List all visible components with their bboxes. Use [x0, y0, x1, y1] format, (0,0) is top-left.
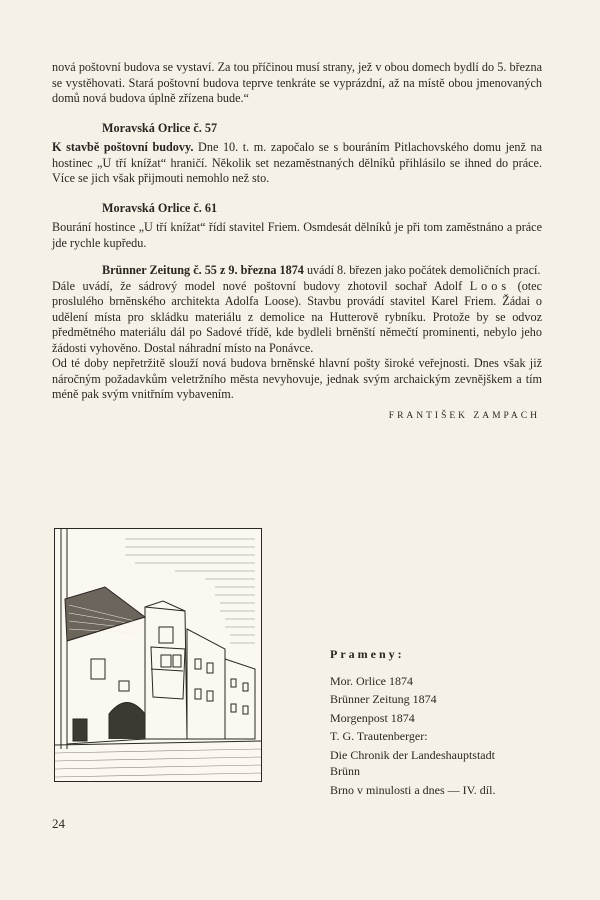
source-item: Die Chronik der Landeshauptstadt — [330, 747, 495, 762]
intro-paragraph: nová poštovní budova se vystaví. Za tou příčinou musí strany, jež v obou domech bydlí do 5. března se vystěhovati. Stará poštovní budova teprve tenkráte se vyprázdní, až na místě obou jmenovaných domů nová budova úplně zřízena bude.“ — [52, 60, 542, 105]
sources-title: Prameny: — [330, 647, 405, 661]
body-paragraph: Od té doby nepřetržitě slouží nová budova brněnské hlavní pošty široké veřejnosti. Dnes však již náročným požadavkům veletržního města nevyhovuje, jednak svým archaickým zevnějškem a tím méně pak svým vnitřním vybavením. — [52, 356, 542, 401]
source-item: Morgenpost 1874 — [330, 710, 415, 725]
section-text: Dne 10. t. m. započalo se s bouráním Pitlachovského domu jenž na hostinec „U tří knížat“ hraničí. Několik set nezaměstnaných dělníků přihlásilo se ihned do práce. Více se jich však přijmouti nemohlo než sto. — [52, 140, 542, 185]
brunner-text: uvádí 8. březen jako počátek demoličních prací. — [303, 263, 541, 277]
building-sketch — [55, 529, 261, 781]
author-signature: FRANTIŠEK ZAMPACH — [388, 410, 540, 421]
brunner-lead: Brünner Zeitung č. 55 z 9. března 1874 — [102, 263, 304, 277]
source-item: Brünner Zeitung 1874 — [330, 692, 437, 706]
article-body — [52, 60, 542, 424]
source-item: T. G. Trautenberger: — [330, 729, 428, 743]
source-item: Mor. Orlice 1874 — [330, 673, 413, 688]
body-paragraph — [52, 279, 542, 357]
sources-block — [330, 646, 570, 800]
source-item: Brno v minulosti a dnes — IV. díl. — [330, 782, 496, 797]
source-item: Brünn — [330, 764, 360, 778]
section-lead: K stavbě poštovní budovy. — [52, 140, 194, 154]
paragraph-text: (otec proslulého brněnského architekta Adolfa Loose). Stavbu provádí stavitel Karel Friem. Žádai o udělení místa pro skládku materiálu z demolice na Hutterově rybníku. Protože by se odvoz předmětného materiálu dál po Sadové třídě, kde bydleli brněnští němečtí prominenti, nebylo jeho žádosti vyhověno. Dostal náhradní místo na Ponávce. — [52, 278, 542, 355]
loos-name: Loos — [469, 278, 511, 293]
section-heading: Moravská Orlice č. 61 — [102, 200, 218, 215]
brunner-paragraph — [52, 263, 542, 279]
section-heading: Moravská Orlice č. 57 — [102, 120, 218, 135]
paragraph-text: Dále uvádí, že sádrový model nové poštovní budovy zhotovil sochař Adolf — [52, 278, 470, 293]
section-paragraph: Bourání hostince „U tří knížat“ řídí stavitel Friem. Osmdesát dělníků je při tom zaměstnáno a práce jde rychle kupředu. — [52, 220, 542, 250]
page-number: 24 — [52, 816, 65, 831]
building-illustration — [54, 528, 262, 782]
section-paragraph — [52, 140, 542, 187]
